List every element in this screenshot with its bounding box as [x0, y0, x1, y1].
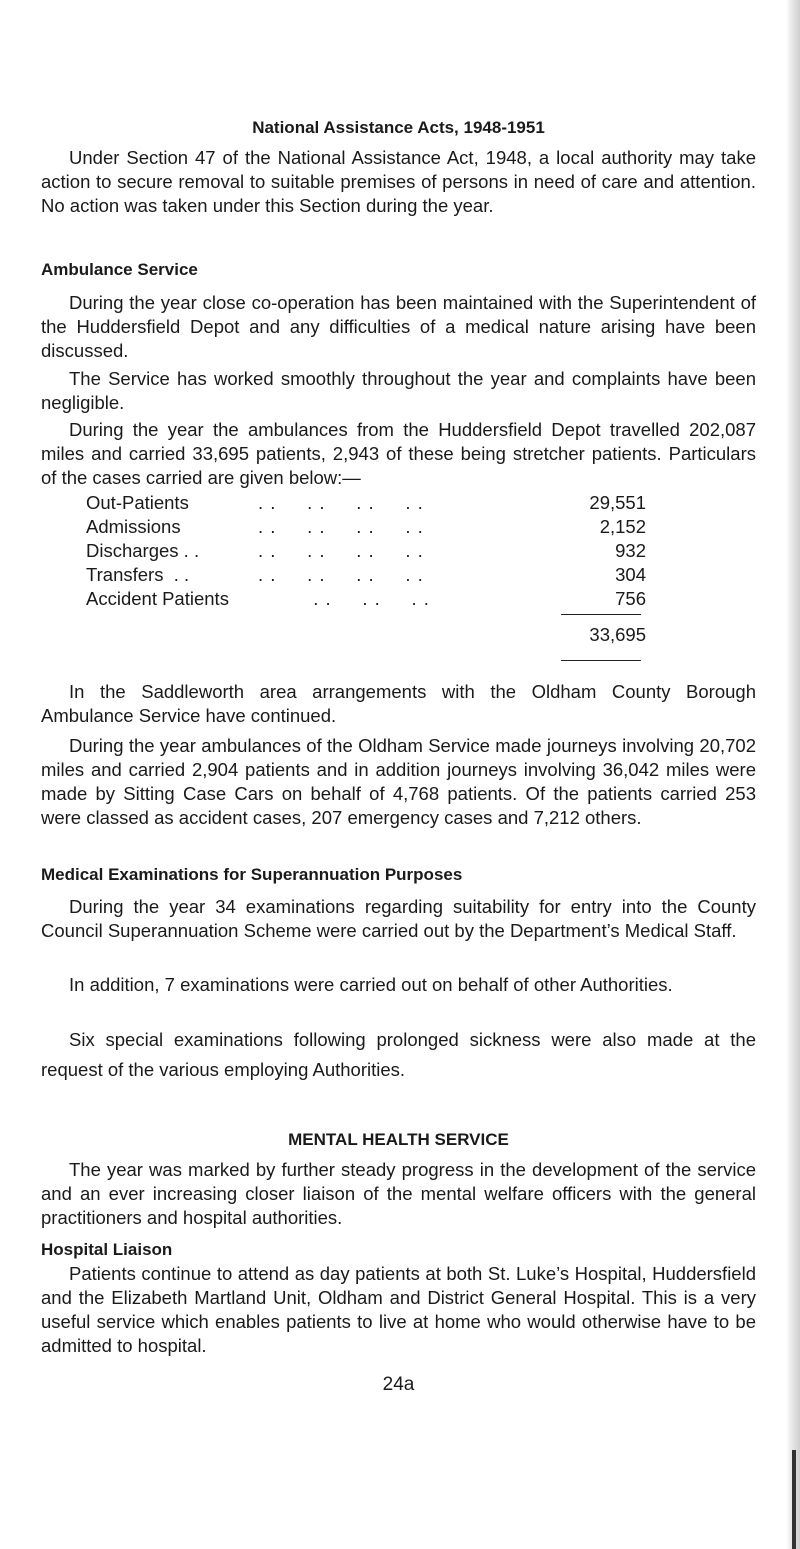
ambulance-paragraph-3: During the year the ambulances from the Huddersfield Depot travelled 202,087 miles and carried 33,695 patients, 2,943 of these being stretcher patients. Particulars of the cases carried are given below:— — [41, 419, 756, 488]
table-row — [86, 516, 646, 540]
total-top-rule — [561, 614, 641, 615]
ambulance-paragraph-2: The Service has worked smoothly throughout the year and complaints have been negligible. — [41, 368, 756, 413]
total-bottom-rule — [561, 660, 641, 661]
ambulance-paragraph-1: During the year close co-operation has been maintained with the Superintendent of the Huddersfield Depot and any difficulties of a medical nature arising have been discussed. — [41, 292, 756, 361]
row-label: Transfers . . — [86, 564, 190, 585]
table-row — [86, 564, 646, 588]
hospital-liaison-heading: Hospital Liaison — [41, 1240, 173, 1259]
table-row — [86, 492, 646, 516]
row-label: Discharges . . — [86, 540, 200, 561]
row-leader-dots: . . . . . . . . — [258, 516, 424, 537]
hospital-liaison-paragraph: Patients continue to attend as day patients at both St. Luke’s Hospital, Huddersfield and the Elizabeth Martland Unit, Oldham and District General Hospital. This is a very useful service which enables patients to live at home who would otherwise have to be admitted to hospital. — [41, 1263, 756, 1356]
ambulance-paragraph-4: In the Saddleworth area arrangements with the Oldham County Borough Ambulance Service have continued. — [41, 681, 756, 726]
row-leader-dots: . . . . . . . . — [258, 492, 424, 513]
medical-exams-paragraph-1: During the year 34 examinations regarding suitability for entry into the County Council Superannuation Scheme were carried out by the Department’s Medical Staff. — [41, 896, 756, 941]
scan-edge-shadow — [786, 0, 800, 1549]
mental-health-heading: MENTAL HEALTH SERVICE — [288, 1130, 509, 1149]
row-value: 304 — [615, 564, 646, 585]
medical-exams-paragraph-2: In addition, 7 examinations were carried out on behalf of other Authorities. — [69, 974, 673, 995]
mental-health-paragraph: The year was marked by further steady progress in the development of the service and an ever increasing closer liaison of the mental welfare officers with the general practitioners and hospital authorities. — [41, 1159, 756, 1228]
row-value: 2,152 — [599, 516, 646, 537]
row-leader-dots: . . . . . . . . — [258, 540, 424, 561]
row-value: 932 — [615, 540, 646, 561]
row-label: Accident Patients — [86, 588, 229, 609]
row-value: 29,551 — [589, 492, 646, 513]
row-leader-dots: . . . . . . — [258, 588, 430, 609]
medical-examinations-heading: Medical Examinations for Superannuation Purposes — [41, 865, 463, 884]
row-label: Out-Patients — [86, 492, 189, 513]
table-row — [86, 588, 646, 612]
row-leader-dots: . . . . . . . . — [258, 564, 424, 585]
row-label: Admissions — [86, 516, 181, 537]
total-value: 33,695 — [589, 624, 646, 645]
national-assistance-heading: National Assistance Acts, 1948-1951 — [252, 118, 545, 137]
page-number: 24a — [382, 1374, 415, 1395]
table-row — [86, 540, 646, 564]
medical-exams-paragraph-3: Six special examinations following prolonged sickness were also made at the request of the various employing Authorities. — [41, 1029, 756, 1080]
national-assistance-paragraph: Under Section 47 of the National Assistance Act, 1948, a local authority may take action to secure removal to suitable premises of persons in need of care and attention. No action was taken under this Section during the year. — [41, 147, 756, 216]
total-row — [86, 624, 646, 648]
ambulance-service-heading: Ambulance Service — [41, 260, 198, 279]
row-value: 756 — [615, 588, 646, 609]
ambulance-paragraph-5: During the year ambulances of the Oldham Service made journeys involving 20,702 miles and carried 2,904 patients and in addition journeys involving 36,042 miles were made by Sitting Case Cars on behalf of 4,768 patients. Of the patients carried 253 were classed as accident cases, 207 emergency cases and 7,212 others. — [41, 735, 756, 828]
